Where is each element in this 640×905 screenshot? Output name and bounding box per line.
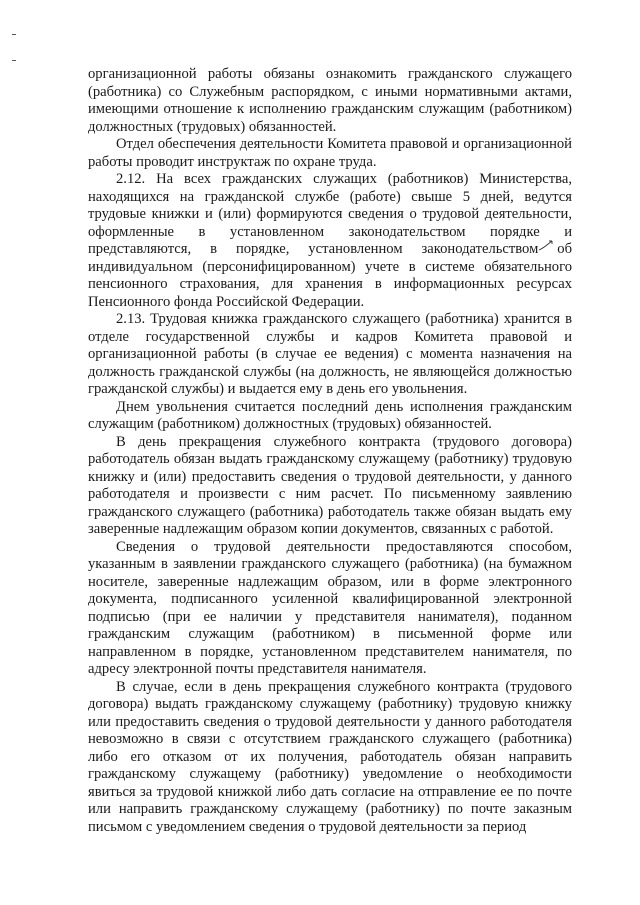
- paragraph-2: Отдел обеспечения деятельности Комитета правовой и организационной работы проводит инструктаж по охране труда.: [88, 136, 572, 170]
- paragraph-3: 2.12. На всех гражданских служащих (работников) Министерства, находящихся на гражданской службе (работе) свыше 5 дней, ведутся трудовые книжки и (или) формируются сведения о трудовой деятельности, оформленные в установленном законодательством порядке и представляются, в порядке, установленном законодательством об индивидуальном (персонифицированном) учете в системе обязательного пенсионного страхования, для хранения в информационных ресурсах Пенсионного фонда Российской Федерации.: [88, 171, 572, 310]
- paragraph-1: организационной работы обязаны ознакомить гражданского служащего (работника) со Служебным распорядком, с иными нормативными актами, имеющими отношение к исполнению гражданским служащим (работником) должностных (трудовых) обязанностей.: [88, 66, 572, 135]
- paragraph-4: 2.13. Трудовая книжка гражданского служащего (работника) хранится в отделе государственной службы и кадров Комитета правовой и организационной работы (в случае ее ведения) с момента назначения на должность гражданской службы (на должность, не являющейся должностью гражданской службы) и выдается ему в день его увольнения.: [88, 311, 572, 397]
- paragraph-6: В день прекращения служебного контракта (трудового договора) работодатель обязан выдать гражданскому служащему (работнику) трудовую книжку и (или) предоставить сведения о трудовой деятельности, у данного работодателя и произвести с ним расчет. По письменному заявлению гражданского служащего (работника) работодатель также обязан выдать ему заверенные надлежащим образом копии документов, связанных с работой.: [88, 433, 572, 537]
- scan-mark-left: [12, 60, 16, 61]
- paragraph-7: Сведения о трудовой деятельности предоставляются способом, указанным в заявлении гражданского служащего (работника) (на бумажном носителе, заверенные надлежащим образом, или в форме электронного документа, подписанного усиленной квалифицированной электронной подписью (при ее наличии у представителя нанимателя), поданном гражданским служащим (работником) в письменной форме или направленном в порядке, установленном представителем нанимателя, по адресу электронной почты представителя нанимателя.: [88, 538, 572, 677]
- paragraph-8: В случае, если в день прекращения служебного контракта (трудового договора) выдать гражданскому служащему (работнику) трудовую книжку или предоставить сведения о трудовой деятельности у данного работодателя невозможно в связи с отсутствием гражданского служащего (работника) либо его отказом от их получения, работодатель обязан направить гражданскому служащему (работнику) уведомление о необходимости явиться за трудовой книжкой либо дать согласие на отправление ее по почте или направить гражданскому служащему (работнику) по почте заказным письмом с уведомлением сведения о трудовой деятельности за период: [88, 678, 572, 835]
- paragraph-5: Днем увольнения считается последний день исполнения гражданским служащим (работником) должностных (трудовых) обязанностей.: [88, 398, 572, 432]
- scan-mark-top: [12, 34, 16, 35]
- document-page: [88, 66, 572, 836]
